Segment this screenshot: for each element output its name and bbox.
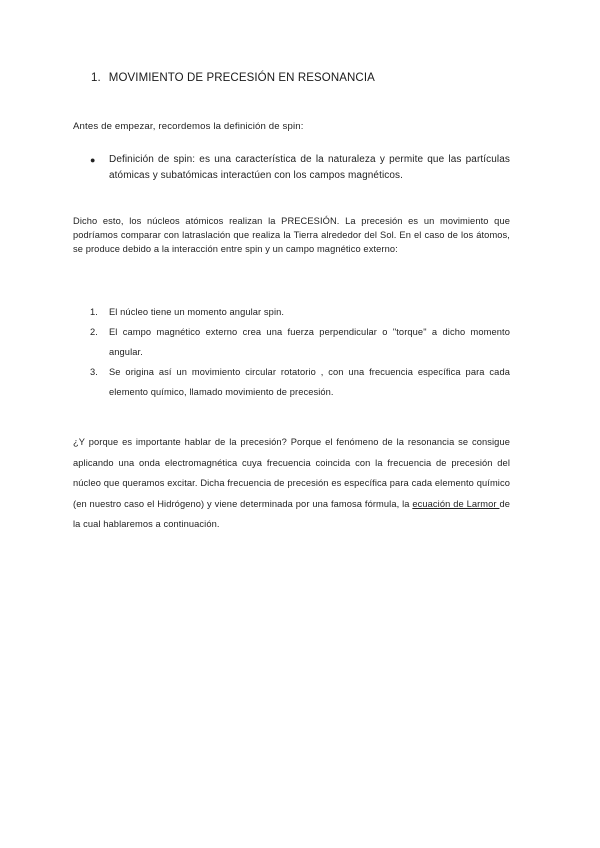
list-item-number: 1.	[90, 307, 98, 317]
bullet-item-spin-definition	[90, 152, 510, 184]
paragraph-precession: Dicho esto, los núcleos atómicos realizan la PRECESIÓN. La precesión es un movimiento que podríamos comparar con latraslación que realiza la Tierra alrededor del Sol. En el caso de los átomos, se produce debido a la interacción entre spin y un campo magnético externo:	[73, 216, 510, 254]
heading-title: MOVIMIENTO DE PRECESIÓN EN RESONANCIA	[108, 72, 375, 84]
paragraph-resonance-text: ¿Y porque es importante hablar de la precesión? Porque el fenómeno de la resonancia se consigue aplicando una onda electromagnética cuya frecuencia coincida con la frecuencia de precesión del núcleo que queramos excitar. Dicha frecuencia de precesión es específica para cada elemento químico (en nuestro caso el Hidrógeno) y viene determinada por una famosa fórmula, la	[73, 437, 510, 509]
section-heading	[91, 72, 375, 84]
paragraph-resonance-tail: de la cual hablaremos a continuación.	[73, 498, 510, 529]
bullet-text: Definición de spin: es una característica de la naturaleza y permite que las partículas atómicas y subatómicas interactúen con los campos magnéticos.	[109, 154, 510, 181]
list-item	[90, 322, 510, 362]
list-item	[90, 362, 510, 402]
larmor-equation-link[interactable]: ecuación de Larmor	[412, 498, 500, 509]
numbered-list	[90, 302, 510, 402]
list-item-text: El núcleo tiene un momento angular spin.	[109, 307, 285, 317]
list-item-text: El campo magnético externo crea una fuerza perpendicular o "torque" a dicho momento angular.	[109, 327, 510, 357]
list-item-number: 2.	[90, 327, 98, 337]
list-item-number: 3.	[90, 367, 98, 377]
bullet-dot-icon: ●	[90, 155, 96, 165]
list-item-text: Se origina así un movimiento circular rotatorio , con una frecuencia específica para cada elemento químico, llamado movimiento de precesión.	[109, 367, 510, 397]
list-item	[90, 302, 510, 322]
intro-text: Antes de empezar, recordemos la definición de spin:	[73, 121, 304, 132]
heading-number: 1.	[91, 72, 101, 84]
paragraph-resonance	[73, 432, 510, 535]
